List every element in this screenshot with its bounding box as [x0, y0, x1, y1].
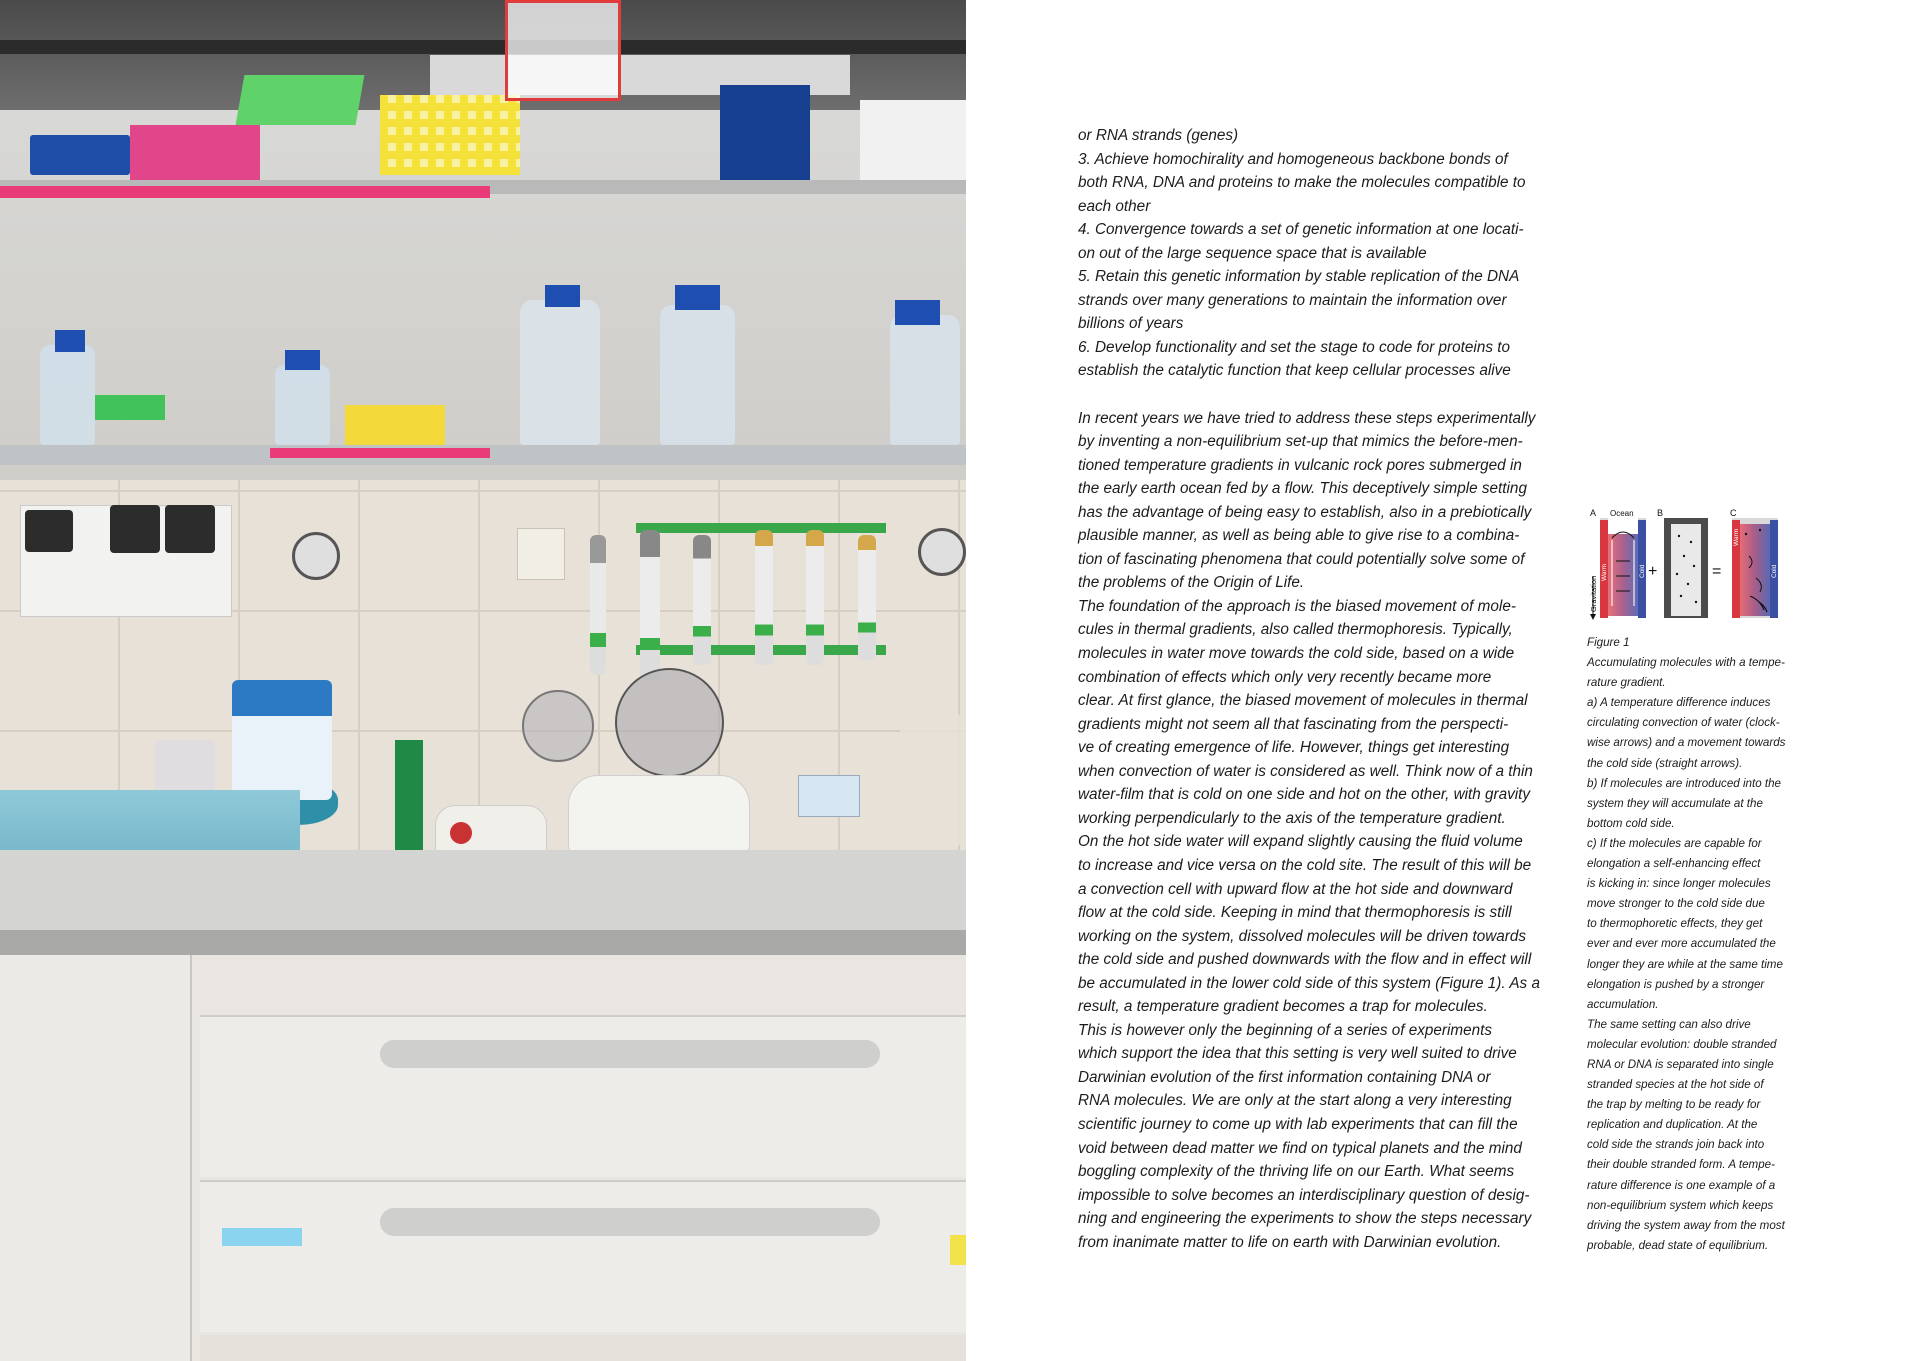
- pressure-gauge-left: [292, 532, 340, 580]
- ocean-label: Ocean: [1610, 509, 1634, 518]
- drawer-upper-handle: [380, 1040, 880, 1068]
- cold-label-a: Cold: [1639, 564, 1646, 578]
- body-text-line: impossible to solve becomes an interdisciplinary question of desig-: [1078, 1186, 1530, 1204]
- caption-line: circulating convection of water (clock-: [1587, 716, 1780, 730]
- body-text-line: cules in thermal gradients, also called thermophoresis. Typically,: [1078, 621, 1513, 639]
- figure-1: [1584, 506, 1824, 626]
- caption-line: system they will accumulate at the: [1587, 796, 1763, 810]
- power-adapter-3: [165, 505, 215, 553]
- body-text-line: molecules in water move towards the cold side, based on a wide: [1078, 645, 1515, 663]
- middle-shelf-pink-strip: [270, 448, 490, 458]
- body-text-line: The foundation of the approach is the biased movement of mole-: [1078, 597, 1516, 615]
- body-text-line: boggling complexity of the thriving life on our Earth. What seems: [1078, 1163, 1515, 1181]
- vortex-red-button: [450, 822, 472, 844]
- drawer-label-yellow: [950, 1235, 966, 1265]
- body-text-line: from inanimate matter to life on earth with Darwinian evolution.: [1078, 1233, 1502, 1251]
- body-text-line: 3. Achieve homochirality and homogeneous backbone bonds of: [1078, 150, 1508, 168]
- bottle-3: [520, 300, 600, 445]
- body-text-line: On the hot side water will expand slightly causing the fluid volume: [1078, 833, 1523, 851]
- caption-line: rature difference is one example of a: [1587, 1178, 1776, 1192]
- tip-box-stack: [30, 135, 130, 175]
- body-text-line: billions of years: [1078, 315, 1184, 333]
- tube-rack-green: [95, 395, 165, 420]
- body-text-line: RNA molecules. We are only at the start along a very interesting: [1078, 1092, 1512, 1110]
- body-text-line: a convection cell with upward flow at the hot side and downward: [1078, 880, 1513, 898]
- bench-edge: [0, 930, 966, 955]
- body-text-line: 4. Convergence towards a set of genetic information at one locati-: [1078, 221, 1524, 239]
- body-text-line: establish the catalytic function that keep cellular processes alive: [1078, 362, 1511, 380]
- caption-line: ever and ever more accumulated the: [1587, 937, 1776, 951]
- pipette-5: [806, 530, 824, 665]
- body-text-line: on out of the large sequence space that is available: [1078, 244, 1427, 262]
- figure-caption: [1587, 633, 1827, 1256]
- body-text-line: both RNA, DNA and proteins to make the molecules compatible to: [1078, 174, 1526, 192]
- caption-line: Figure 1: [1587, 636, 1630, 649]
- body-text-line: by inventing a non-equilibrium set-up that mimics the before-men-: [1078, 433, 1523, 451]
- bottle-cap-1: [55, 330, 85, 352]
- body-text-line: [1078, 383, 1576, 407]
- caption-line: move stronger to the cold side due: [1587, 897, 1765, 911]
- bottle-2: [275, 365, 330, 445]
- body-text-line: clear. At first glance, the biased movement of molecules in thermal: [1078, 692, 1528, 710]
- caption-line: the cold side (straight arrows).: [1587, 756, 1743, 770]
- pipette-4: [755, 530, 773, 665]
- power-adapter-2: [110, 505, 160, 553]
- tube-rack-yellow: [345, 405, 445, 445]
- caption-line: stranded species at the hot side of: [1587, 1078, 1764, 1092]
- body-text-line: ve of creating emergence of life. However, things get interesting: [1078, 739, 1510, 757]
- caption-line: longer they are while at the same time: [1587, 957, 1783, 971]
- panel-c-inner: [1740, 524, 1770, 616]
- body-text-line: be accumulated in the lower cold side of this system (Figure 1). As a: [1078, 974, 1540, 992]
- drawer-label-blue: [222, 1228, 302, 1246]
- pressure-gauge-right: [918, 528, 966, 576]
- panel-label-a: A: [1590, 508, 1597, 518]
- panel-label-b: B: [1657, 508, 1664, 518]
- body-text-line: the problems of the Origin of Life.: [1078, 574, 1305, 592]
- gravitation-label: Gravitation: [1589, 575, 1598, 612]
- pipette-1: [590, 535, 606, 675]
- body-text-line: 5. Retain this genetic information by stable replication of the DNA: [1078, 268, 1520, 286]
- caption-line: b) If molecules are introduced into the: [1587, 776, 1781, 790]
- panel-label-c: C: [1730, 508, 1737, 518]
- body-text-line: In recent years we have tried to address these steps experimentally: [1078, 409, 1536, 427]
- body-text-line: which support the idea that this setting is very well suited to drive: [1078, 1045, 1517, 1063]
- body-text-line: ning and engineering the experiments to show the steps necessary: [1078, 1210, 1532, 1228]
- body-text-line: plausible manner, as well as being able to give rise to a combina-: [1078, 527, 1520, 545]
- ceiling-pipe: [0, 40, 966, 54]
- cold-label-c: Cold: [1771, 564, 1778, 578]
- body-text-line: tion of fascinating phenomena that could potentially solve some of: [1078, 550, 1525, 568]
- body-text-line: void between dead matter we find on typical planets and the mind: [1078, 1139, 1522, 1157]
- bottle-1: [40, 345, 95, 445]
- bottle-cap-4: [675, 285, 720, 310]
- upper-shelf-pink-strip: [0, 186, 490, 198]
- centrifuge-base: [568, 775, 750, 855]
- body-text-line: to increase and vice versa on the cold site. The result of this will be: [1078, 856, 1532, 874]
- body-text-line: or RNA strands (genes): [1078, 127, 1239, 144]
- caption-line: replication and duplication. At the: [1587, 1118, 1758, 1132]
- tip-box-pink: [130, 125, 260, 180]
- body-text-line: has the advantage of being easy to establish, also in a prebiotically: [1078, 503, 1532, 521]
- bottle-5: [890, 315, 960, 445]
- body-text-line: each other: [1078, 197, 1151, 215]
- body-text-line: scientific journey to come up with lab experiments that can fill the: [1078, 1115, 1518, 1133]
- pipette-6: [858, 535, 876, 660]
- white-box: [860, 100, 966, 185]
- body-text-line: Darwinian evolution of the first information containing DNA or: [1078, 1068, 1491, 1086]
- power-adapter-1: [25, 510, 73, 552]
- body-text-line: This is however only the beginning of a series of experiments: [1078, 1021, 1493, 1039]
- caption-line: c) If the molecules are capable for: [1587, 836, 1762, 850]
- blue-box: [720, 85, 810, 180]
- drawer-lower-handle: [380, 1208, 880, 1236]
- main-text: [1078, 124, 1576, 1254]
- centrifuge-lid-small: [522, 690, 594, 762]
- blue-white-container: [232, 680, 332, 800]
- caption-line: to thermophoretic effects, they get: [1587, 917, 1763, 931]
- bottle-cap-3: [545, 285, 580, 307]
- caption-line: Accumulating molecules with a tempe-: [1587, 656, 1785, 670]
- gravitation-arrow-head: [1590, 614, 1596, 620]
- caption-line: elongation is pushed by a stronger: [1587, 977, 1765, 991]
- bottle-cap-5: [895, 300, 940, 325]
- body-text-line: flow at the cold side. Keeping in mind that thermophoresis is still: [1078, 904, 1512, 922]
- body-text-line: the cold side and pushed downwards with the flow and in effect will: [1078, 951, 1532, 969]
- pipette-2: [640, 530, 660, 680]
- caption-line: molecular evolution: double stranded: [1587, 1037, 1777, 1051]
- caption-line: The same setting can also drive: [1587, 1017, 1751, 1031]
- drawer-bottom: [200, 1335, 966, 1361]
- body-text-line: when convection of water is considered as well. Think now of a thin: [1078, 762, 1533, 780]
- body-text-line: water-film that is cold on one side and hot on the other, with gravity: [1078, 786, 1531, 804]
- caption-line: bottom cold side.: [1587, 816, 1675, 830]
- body-text-line: working on the system, dissolved molecules will be driven towards: [1078, 927, 1527, 945]
- yellow-rack: [380, 95, 520, 175]
- pipette-3: [693, 535, 711, 665]
- caption-line: accumulation.: [1587, 997, 1659, 1011]
- caption-line: driving the system away from the most: [1587, 1218, 1785, 1232]
- caption-line: rature gradient.: [1587, 676, 1666, 690]
- caption-line: wise arrows) and a movement towards: [1587, 736, 1786, 750]
- body-text-line: 6. Develop functionality and set the stage to code for proteins to: [1078, 338, 1510, 356]
- caption-line: a) A temperature difference induces: [1587, 696, 1771, 710]
- equals-sign: =: [1712, 563, 1722, 580]
- body-text-line: tioned temperature gradients in vulcanic rock pores submerged in: [1078, 456, 1522, 474]
- cabinet-left: [0, 955, 192, 1361]
- caption-line: cold side the strands join back into: [1587, 1138, 1765, 1152]
- drawer-lower: [200, 1180, 966, 1332]
- plus-sign: +: [1648, 563, 1658, 580]
- electrophoresis-box: [505, 0, 621, 101]
- body-text-line: working perpendicularly to the axis of the temperature gradient.: [1078, 809, 1506, 827]
- body-text-line: the early earth ocean fed by a flow. This deceptively simple setting: [1078, 480, 1527, 498]
- caption-line: RNA or DNA is separated into single: [1587, 1057, 1774, 1071]
- caption-line: is kicking in: since longer molecules: [1587, 877, 1771, 891]
- bottle-cap-2: [285, 350, 320, 370]
- warm-label-a: Warm: [1601, 563, 1608, 581]
- wall-switch: [517, 528, 565, 580]
- caption-line: the trap by melting to be ready for: [1587, 1098, 1761, 1112]
- tip-box-green: [236, 75, 365, 125]
- body-text-line: gradients might not seem all that fascinating from the perspecti-: [1078, 715, 1509, 733]
- body-text-line: combination of effects which only very recently became more: [1078, 668, 1492, 686]
- small-device-right: [798, 775, 860, 817]
- body-text-line: result, a temperature gradient becomes a trap for molecules.: [1078, 998, 1488, 1016]
- caption-line: their double stranded form. A tempe-: [1587, 1158, 1775, 1172]
- caption-line: probable, dead state of equilibrium.: [1587, 1238, 1769, 1252]
- body-text-line: strands over many generations to maintain the information over: [1078, 291, 1507, 309]
- warm-label-c: Warm: [1733, 528, 1740, 546]
- bottle-4: [660, 305, 735, 445]
- beaker-right: [900, 715, 966, 845]
- caption-line: non-equilibrium system which keeps: [1587, 1198, 1774, 1212]
- caption-line: elongation a self-enhancing effect: [1587, 857, 1761, 871]
- centrifuge-lid-large: [615, 668, 724, 777]
